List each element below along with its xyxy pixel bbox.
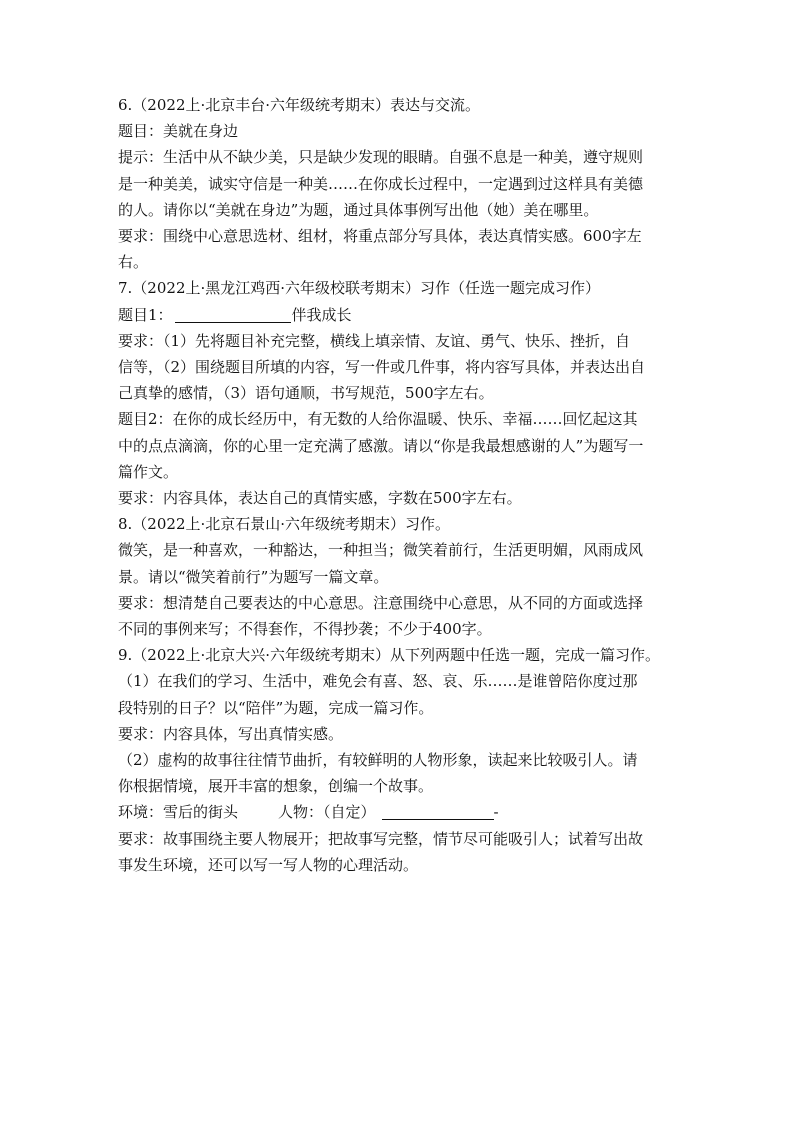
q9-header: 9.（2022上·北京大兴·六年级统考期末）从下列两题中任选一题，完成一篇习作。 bbox=[118, 646, 661, 665]
q6-header: 6.（2022上·北京丰台·六年级统考期末）表达与交流。 bbox=[118, 96, 481, 114]
q7-topic-2-line-2: 中的点点滴滴，你的心里一定充满了感激。请以“你是我最想感谢的人”为题写一 bbox=[118, 436, 644, 455]
q7-header: 7.（2022上·黑龙江鸡西·六年级校联考期末）习作（任选一题完成习作） bbox=[118, 279, 601, 298]
q9-setting-line bbox=[118, 799, 678, 825]
q7-topic-1-prefix: 题目1： bbox=[118, 305, 173, 324]
q9-person-blank bbox=[382, 804, 494, 820]
q9-person: 人物：（自定） bbox=[278, 803, 376, 822]
q9-part-2-req-line-1: 要求：故事围绕主要人物展开；把故事写完整，情节尽可能吸引人；试着写出故 bbox=[118, 829, 644, 848]
q9-part-1-requirement: 要求：内容具体，写出真情实感。 bbox=[118, 724, 344, 743]
q8-body-line-1: 微笑，是一种喜欢，一种豁达，一种担当；微笑着前行，生活更明媚，风雨成风 bbox=[118, 541, 644, 560]
q6-hint-line-1: 提示：生活中从不缺少美，只是缺少发现的眼睛。自强不息是一种美，遵守规则 bbox=[118, 148, 644, 167]
q9-part-2-line-1: （2）虚构的故事往往情节曲折，有较鲜明的人物形象，读起来比较吸引人。请 bbox=[118, 751, 638, 770]
q7-topic-1 bbox=[118, 302, 678, 328]
q8-body-line-2: 景。请以“微笑着前行”为题写一篇文章。 bbox=[118, 567, 389, 586]
q7-topic-2-line-3: 篇作文。 bbox=[118, 462, 179, 481]
q7-topic-2-requirement: 要求：内容具体，表达自己的真情实感，字数在500字左右。 bbox=[118, 489, 522, 508]
q6-hint-line-3: 的人。请你以“美就在身边”为题，通过具体事例写出他（她）美在哪里。 bbox=[118, 200, 599, 219]
q9-person-tail: - bbox=[493, 803, 499, 822]
q9-part-2-req-line-2: 事发生环境，还可以写一写人物的心理活动。 bbox=[118, 855, 419, 874]
worksheet-page bbox=[118, 92, 678, 878]
q7-topic-1-req-line-3: 己真挚的感情，（3）语句通顺，书写规范，500字左右。 bbox=[118, 384, 494, 403]
q8-requirement-line-1: 要求：想清楚自己要表达的中心意思。注意围绕中心意思，从不同的方面或选择 bbox=[118, 593, 644, 612]
q8-header: 8.（2022上·北京石景山·六年级统考期末）习作。 bbox=[118, 515, 451, 534]
q9-environment: 环境：雪后的街头 bbox=[118, 803, 239, 822]
q6-requirement-line-2: 右。 bbox=[118, 253, 149, 272]
q6-title: 题目：美就在身边 bbox=[118, 122, 239, 141]
q7-topic-2-line-1: 题目2：在你的成长经历中，有无数的人给你温暖、快乐、幸福……回忆起这其 bbox=[118, 410, 638, 429]
q7-topic-1-suffix: 伴我成长 bbox=[291, 305, 352, 324]
q7-topic-1-blank bbox=[175, 307, 291, 323]
q7-topic-1-req-line-1: 要求：（1）先将题目补充完整，横线上填亲情、友谊、勇气、快乐、挫折，自 bbox=[118, 331, 631, 350]
q9-part-1-line-1: （1）在我们的学习、生活中，难免会有喜、怒、哀、乐……是谁曾陪你度过那 bbox=[118, 672, 638, 691]
q8-requirement-line-2: 不同的事例来写；不得套作，不得抄袭；不少于400字。 bbox=[118, 620, 492, 639]
q7-topic-1-req-line-2: 信等，（2）围绕题目所填的内容，写一件或几件事，将内容写具体，并表达出自 bbox=[118, 358, 646, 377]
q6-hint-line-2: 是一种美美，诚实守信是一种美……在你成长过程中，一定遇到过这样具有美德 bbox=[118, 174, 644, 193]
q6-requirement-line-1: 要求：围绕中心意思选材、组材，将重点部分写具体，表达真情实感。600字左 bbox=[118, 227, 642, 246]
q9-part-1-line-2: 段特别的日子？以“陪伴”为题，完成一篇习作。 bbox=[118, 698, 434, 717]
q9-part-2-line-2: 你根据情境，展开丰富的想象，创编一个故事。 bbox=[118, 777, 434, 796]
